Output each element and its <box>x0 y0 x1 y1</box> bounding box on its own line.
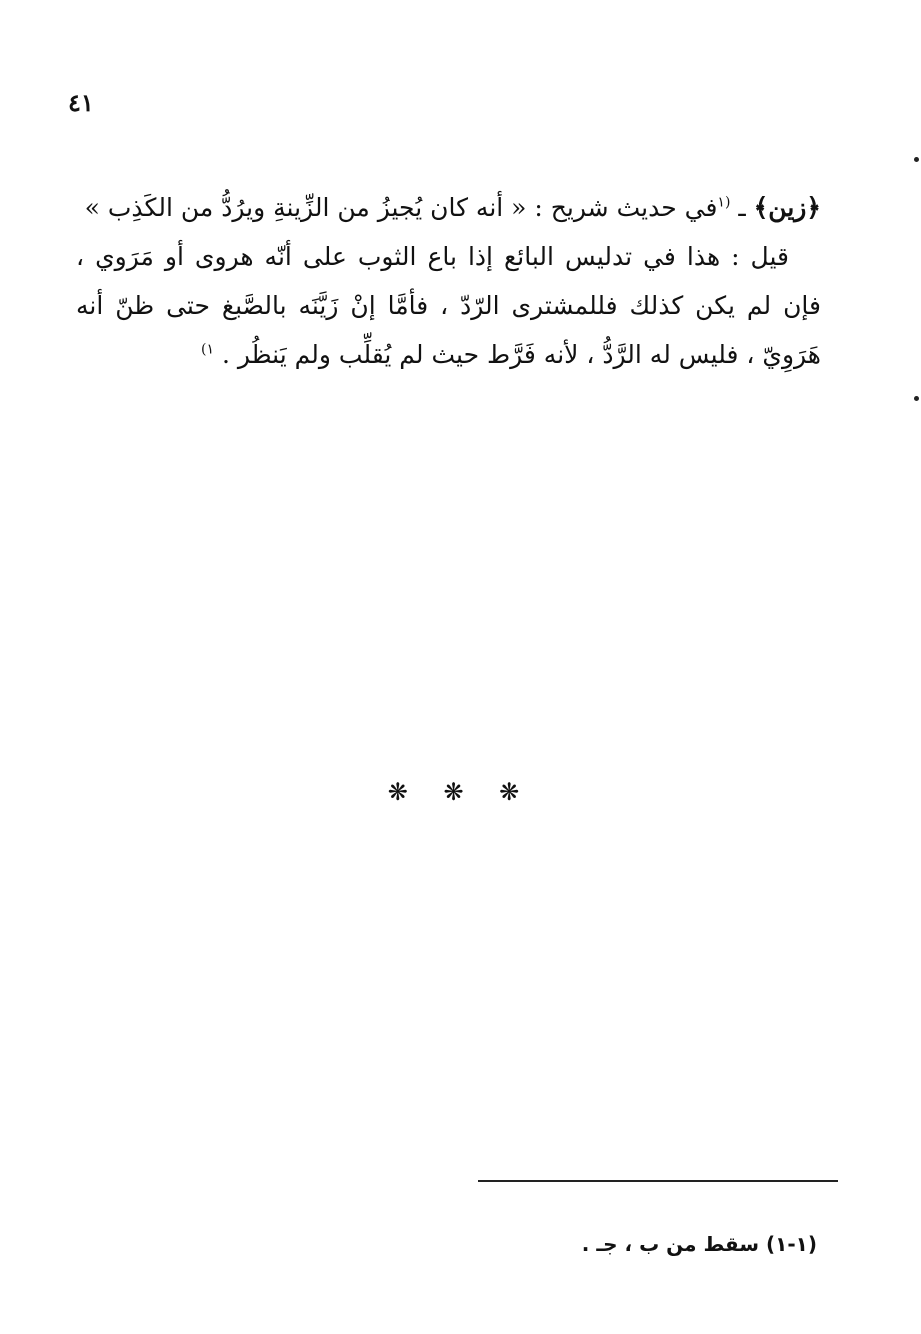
page-number: ٤١ <box>68 88 94 117</box>
entry-dash: ـ <box>738 193 754 222</box>
dictionary-entry <box>76 183 821 379</box>
hadith-text: في حديث شريح : « أنه كان يُجيزُ من الزِّينةِ ويرُدُّ من الكَذِب » <box>84 193 718 222</box>
footnote-divider <box>478 1180 838 1182</box>
section-separator: ❋ ❋ ❋ <box>387 778 534 806</box>
footnote-ref-close: ١) <box>201 341 215 358</box>
footnote-ref-open: (١ <box>717 194 731 211</box>
entry-headword: ﴿زين﴾ <box>753 193 821 222</box>
scan-dot-middle <box>914 396 919 401</box>
scan-dot-top <box>914 157 919 162</box>
explanation-paragraph <box>76 232 821 379</box>
explanation-text: قيل : هذا في تدليس البائع إذا باع الثوب على أنّه هروى أو مَرَوي ، فإن لم يكن كذلك فللمشترى الرّدّ ، فأمَّا إنْ زَيَّنَه بالصَّبغ حتى ظنّ أنه هَرَوِيّ ، فليس له الرَّدُّ ، لأنه فَرَّط حيث لم يُقلِّب ولم يَنظُر . <box>76 242 821 369</box>
hadith-paragraph <box>76 183 821 232</box>
footnote: (١-١) سقط من ب ، جـ . <box>581 1232 817 1256</box>
